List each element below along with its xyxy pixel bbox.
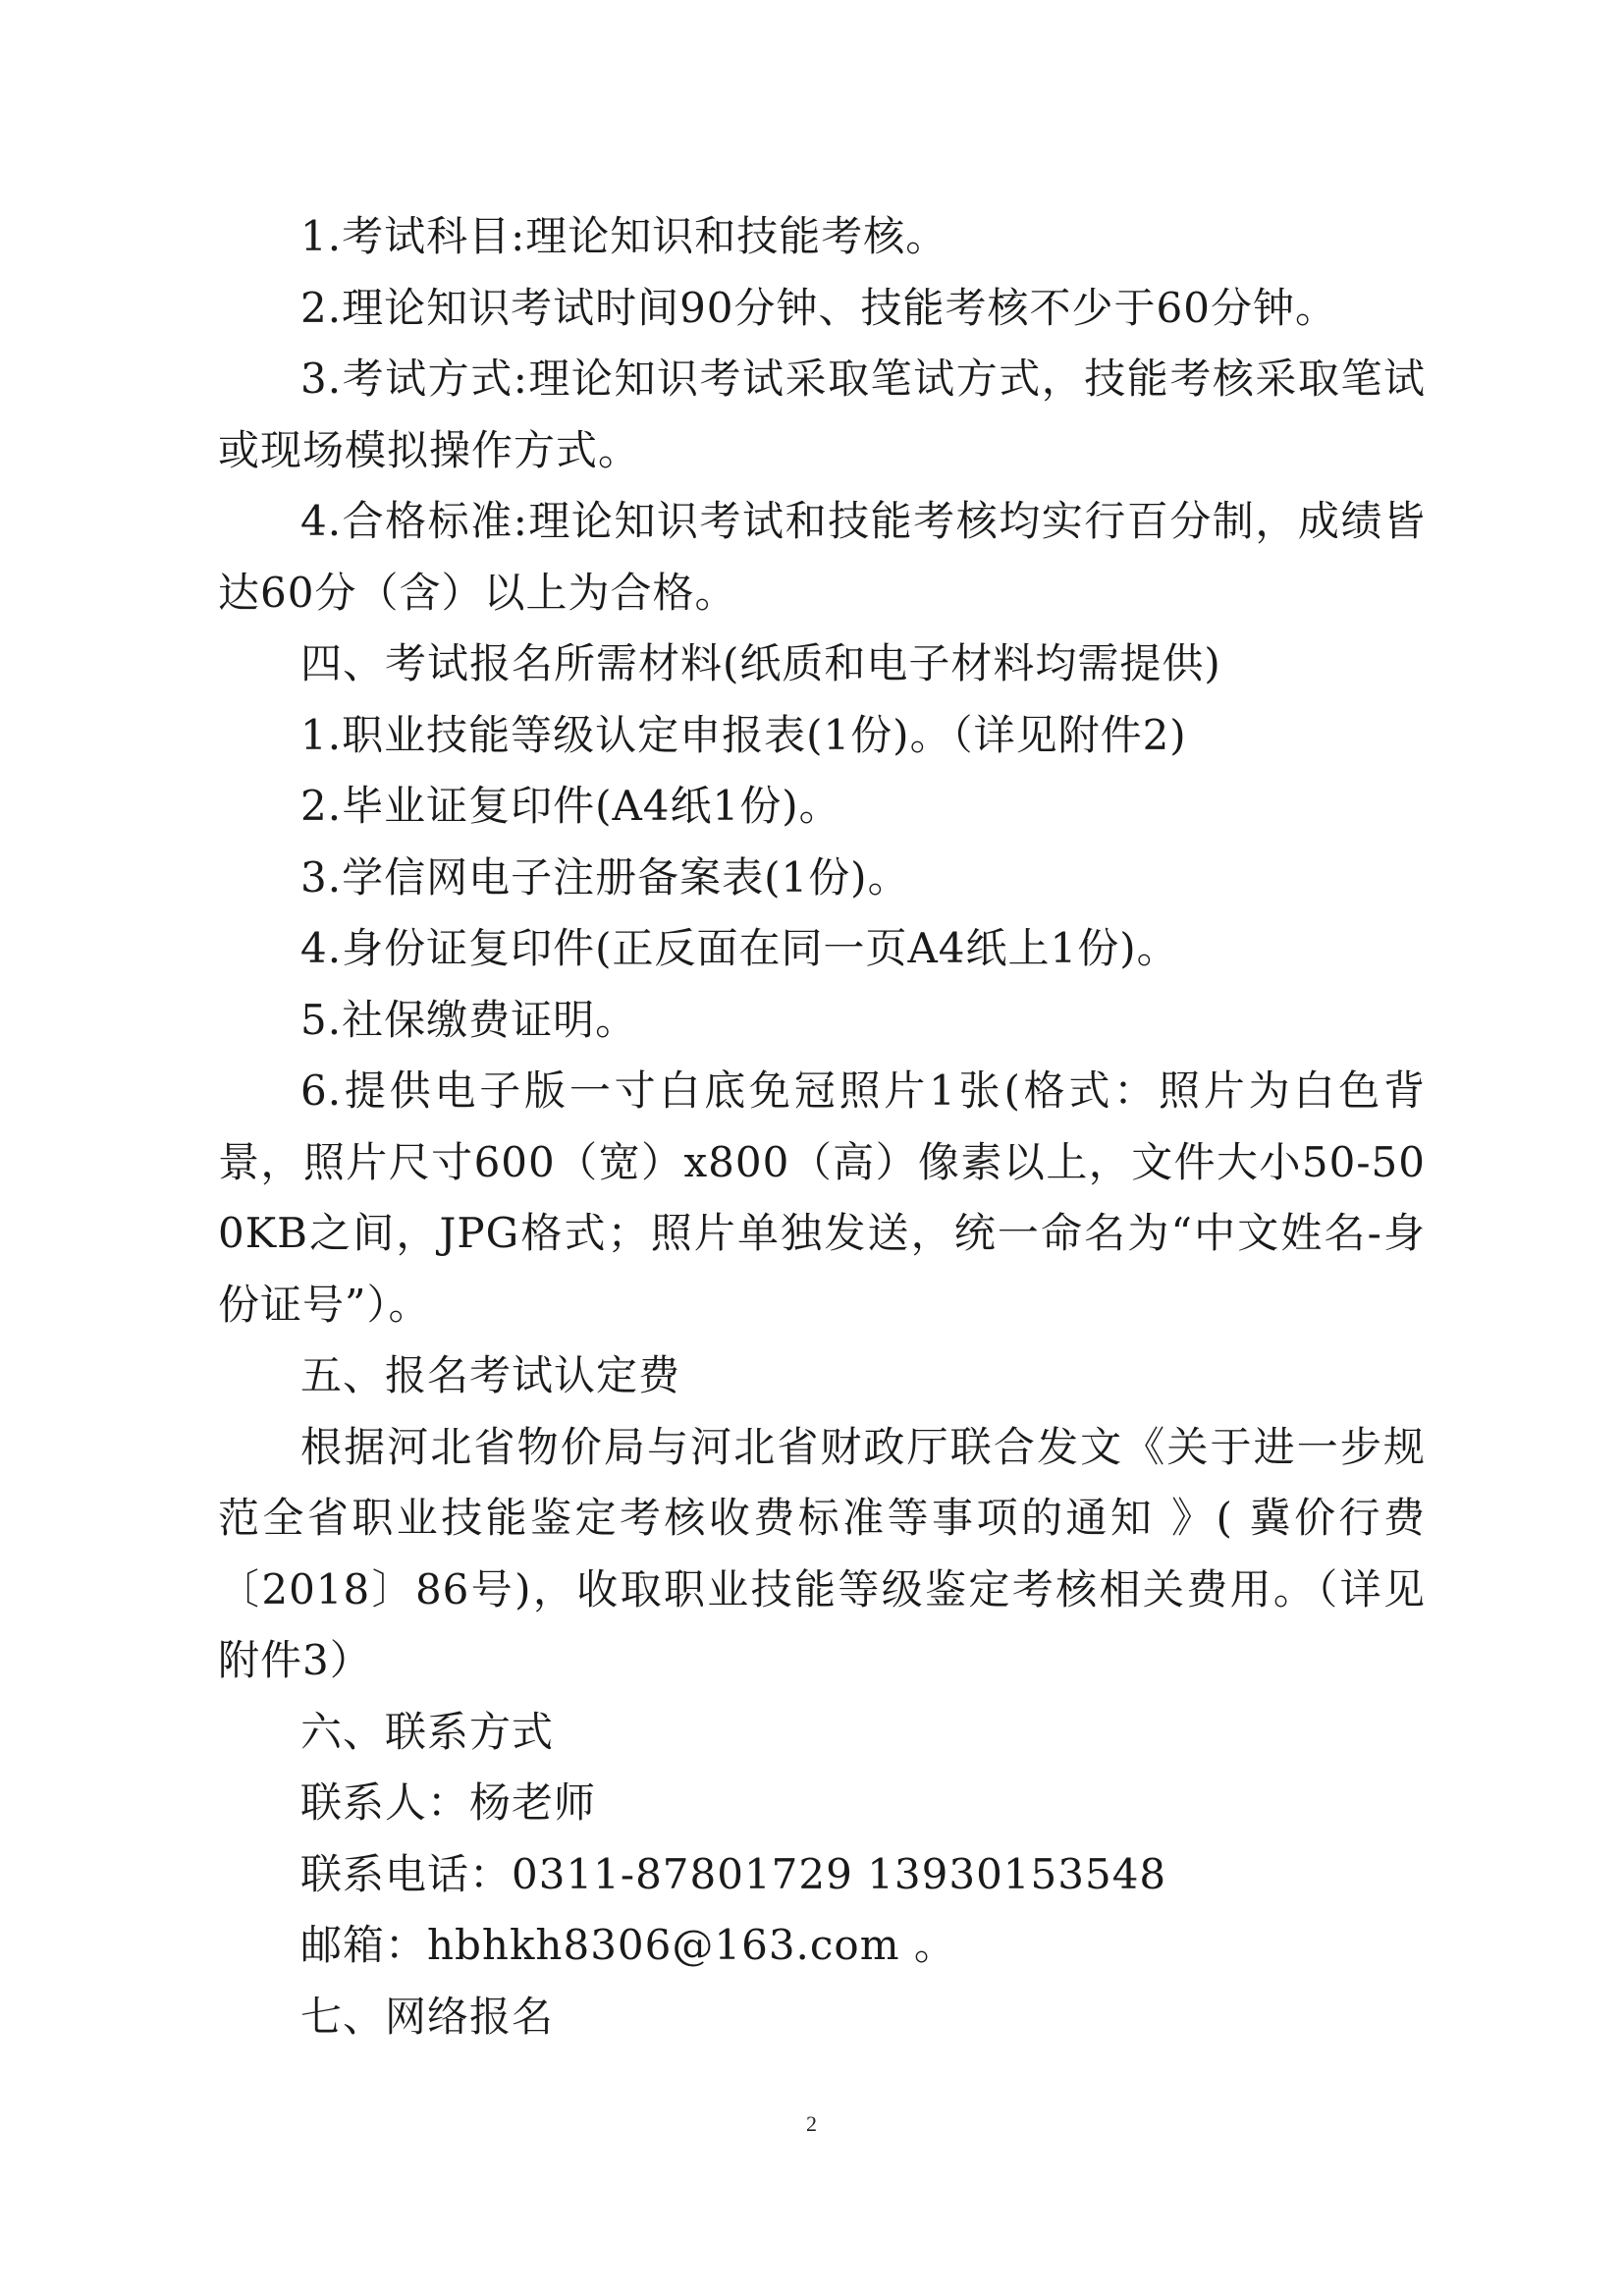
page-number: 2 xyxy=(806,2111,817,2136)
section-heading-contact: 六、联系方式 xyxy=(300,1707,555,1756)
paragraph-fee-basis: 根据河北省物价局与河北省财政厅联合发文《关于进一步规范全省职业技能鉴定考核收费标准等事项的通知 》( 冀价行费〔2018〕86号)，收取职业技能等级鉴定考核相关费用。（详见附件3） xyxy=(218,1422,1426,1684)
paragraph-chsi-record: 3.学信网电子注册备案表(1份)。 xyxy=(300,852,910,902)
paragraph-contact-phone: 联系电话：0311-87801729 13930153548 xyxy=(300,1849,1167,1898)
paragraph-exam-method: 3.考试方式:理论知识考试采取笔试方式，技能考核采取笔试或现场模拟操作方式。 xyxy=(218,355,1426,474)
paragraph-application-form: 1.职业技能等级认定申报表(1份)。（详见附件2) xyxy=(300,710,1187,759)
paragraph-social-security: 5.社保缴费证明。 xyxy=(300,995,638,1044)
section-heading-fees: 五、报名考试认定费 xyxy=(300,1351,681,1399)
section-heading-online-registration: 七、网络报名 xyxy=(300,1992,555,2041)
paragraph-pass-standard: 4.合格标准:理论知识考试和技能考核均实行百分制，成绩皆达60分（含）以上为合格。 xyxy=(218,497,1426,617)
paragraph-photo-requirements: 6.提供电子版一寸白底免冠照片1张(格式：照片为白色背景，照片尺寸600（宽）x800（高）像素以上，文件大小50-500KB之间，JPG格式；照片单独发送，统一命名为“中文姓名-身份证号”）。 xyxy=(218,1066,1426,1329)
paragraph-exam-duration: 2.理论知识考试时间90分钟、技能考核不少于60分钟。 xyxy=(300,283,1337,332)
paragraph-id-copy: 4.身份证复印件(正反面在同一页A4纸上1份)。 xyxy=(300,924,1179,972)
paragraph-exam-subjects: 1.考试科目:理论知识和技能考核。 xyxy=(300,212,948,260)
paragraph-diploma-copy: 2.毕业证复印件(A4纸1份)。 xyxy=(300,782,841,830)
document-body xyxy=(218,201,1426,2052)
section-heading-materials: 四、考试报名所需材料(纸质和电子材料均需提供) xyxy=(300,639,1221,687)
paragraph-contact-email: 邮箱：hbhkh8306@163.com 。 xyxy=(300,1921,956,1969)
paragraph-contact-person: 联系人：杨老师 xyxy=(300,1778,597,1827)
